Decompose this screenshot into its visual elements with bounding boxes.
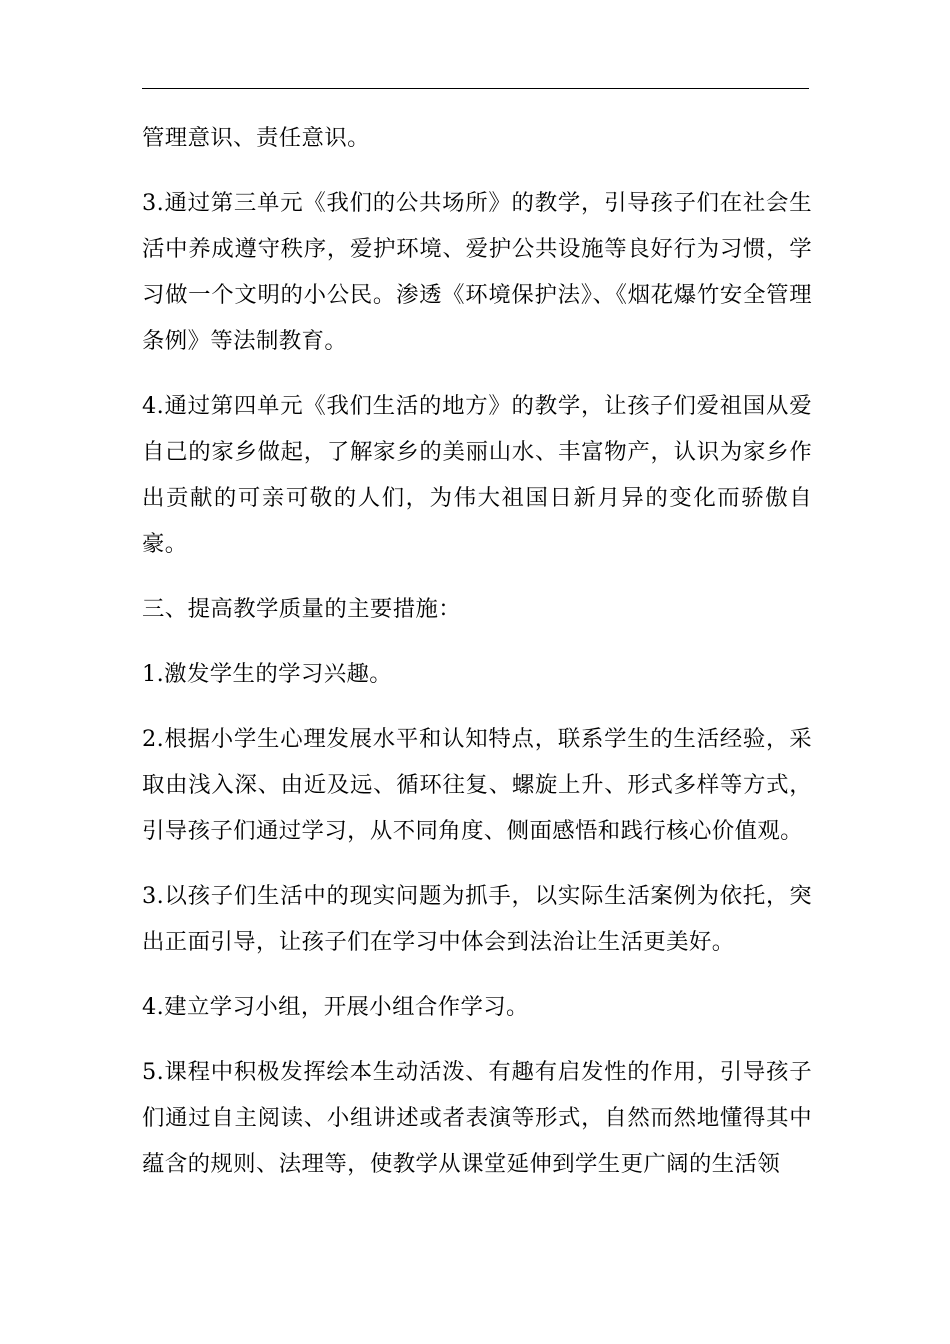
measure-item-1: 1.激发学生的学习兴趣。 — [142, 661, 393, 687]
section-heading-measures: 三、提高教学质量的主要措施： — [142, 596, 462, 622]
paragraph-item-4-unit-four: 4.通过第四单元《我们生活的地方》的教学，让孩子们爱祖国从爱自己的家乡做起，了解家乡的美丽山水、丰富物产，认识为家乡作出贡献的可亲可敬的人们，为伟大祖国日新月异的变化而骄傲自豪。 — [142, 393, 812, 557]
measure-item-2: 2.根据小学生心理发展水平和认知特点，联系学生的生活经验，采取由浅入深、由近及远、循环往复、螺旋上升、形式多样等方式，引导孩子们通过学习，从不同角度、侧面感悟和践行核心价值观。 — [142, 726, 812, 844]
paragraph-continuation: 管理意识、责任意识。 — [142, 125, 370, 151]
measure-item-3: 3.以孩子们生活中的现实问题为抓手，以实际生活案例为依托，突出正面引导，让孩子们在学习中体会到法治让生活更美好。 — [142, 883, 812, 955]
paragraph-item-3-unit-three: 3.通过第三单元《我们的公共场所》的教学，引导孩子们在社会生活中养成遵守秩序，爱护环境、爱护公共设施等良好行为习惯，学习做一个文明的小公民。渗透《环境保护法》、《烟花爆竹安全管理条例》等法制教育。 — [142, 190, 812, 354]
measure-item-5: 5.课程中积极发挥绘本生动活泼、有趣有启发性的作用，引导孩子们通过自主阅读、小组讲述或者表演等形式，自然而然地懂得其中蕴含的规则、法理等，使教学从课堂延伸到学生更广阔的生活领 — [142, 1059, 812, 1177]
document-body — [142, 115, 812, 1206]
measure-item-4: 4.建立学习小组，开展小组合作学习。 — [142, 994, 529, 1020]
header-rule — [142, 88, 809, 89]
